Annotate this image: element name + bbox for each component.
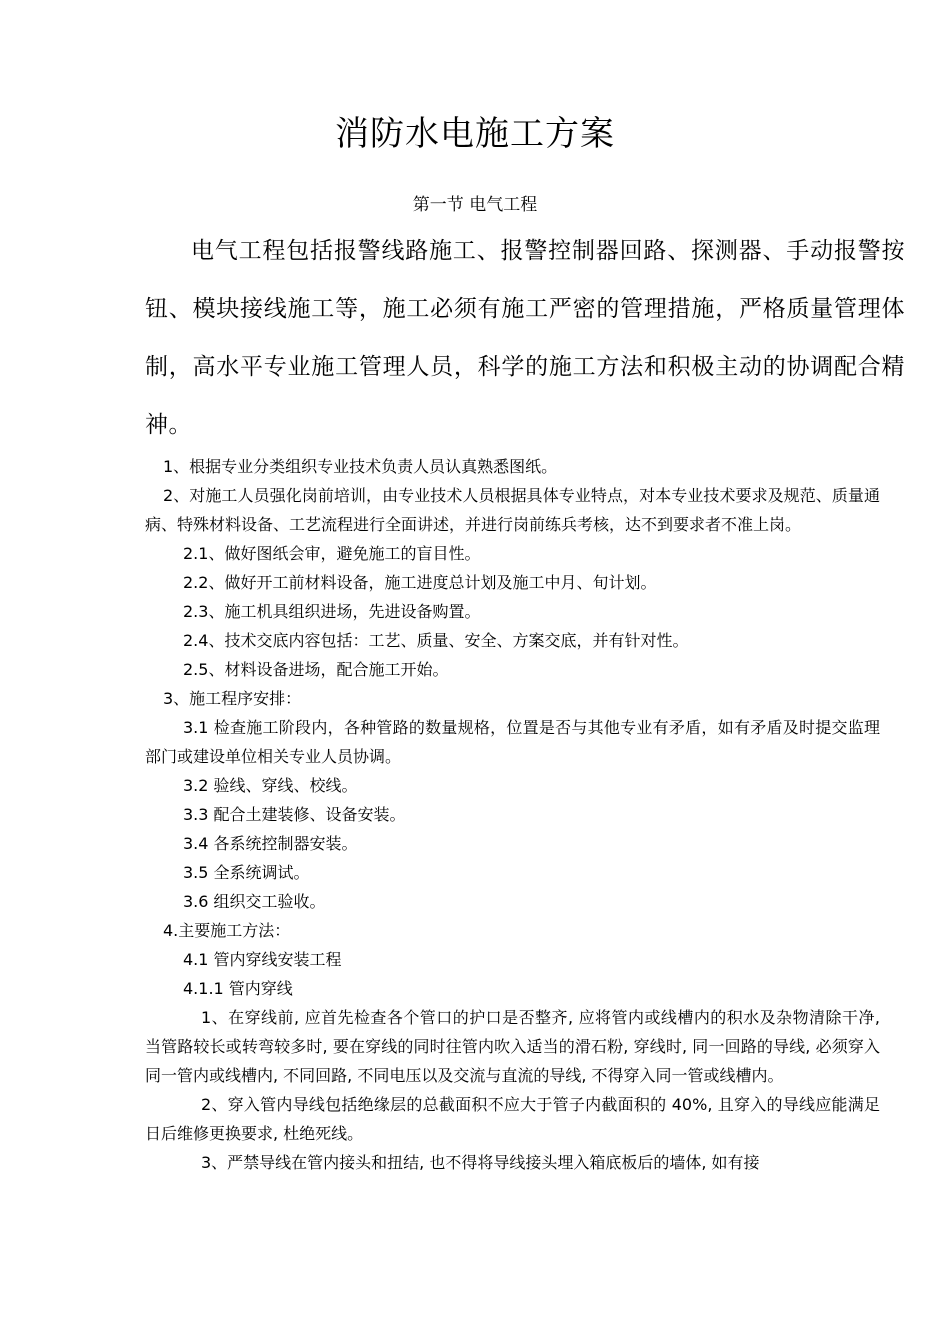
paragraph-wiring-3: 3、严禁导线在管内接头和扭结, 也不得将导线接头埋入箱底板后的墙体, 如有接 xyxy=(201,1153,760,1172)
section-heading: 第一节 电气工程 xyxy=(412,195,538,215)
paragraph-item-3: 3、施工程序安排： xyxy=(163,689,302,708)
paragraph-item-3-6: 3.6 组织交工验收。 xyxy=(183,892,326,911)
document-body xyxy=(145,452,880,1177)
paragraph-item-3-5: 3.5 全系统调试。 xyxy=(183,863,310,882)
paragraph-item-2-5: 2.5、材料设备进场，配合施工开始。 xyxy=(183,660,449,679)
paragraph-item-4-1: 4.1 管内穿线安装工程 xyxy=(183,950,342,969)
paragraph-item-2: 2、对施工人员强化岗前培训，由专业技术人员根据具体专业特点，对本专业技术要求及规范、质量通病、特殊材料设备、工艺流程进行全面讲述，并进行岗前练兵考核，达不到要求者不准上岗。 xyxy=(145,486,880,534)
paragraph-item-4-1-1: 4.1.1 管内穿线 xyxy=(183,979,293,998)
paragraph-item-2-3: 2.3、施工机具组织进场，先进设备购置。 xyxy=(183,602,481,621)
paragraph-item-1: 1、根据专业分类组织专业技术负责人员认真熟悉图纸。 xyxy=(163,457,558,476)
paragraph-item-3-2: 3.2 验线、穿线、校线。 xyxy=(183,776,358,795)
intro-paragraph: 电气工程包括报警线路施工、报警控制器回路、探测器、手动报警按钮、模块接线施工等，施工必须有施工严密的管理措施，严格质量管理体制，高水平专业施工管理人员，科学的施工方法和积极主动的协调配合精神。 xyxy=(145,238,905,438)
paragraph-wiring-1: 1、在穿线前, 应首先检查各个管口的护口是否整齐, 应将管内或线槽内的积水及杂物清除干净, 当管路较长或转弯较多时, 要在穿线的同时往管内吹入适当的滑石粉, 穿线时, 同一回路的导线, 必须穿入同一管内或线槽内, 不同回路, 不同电压以及交流与直流的导线, 不得穿入同一管或线槽内。 xyxy=(145,1008,880,1085)
paragraph-item-2-2: 2.2、做好开工前材料设备，施工进度总计划及施工中月、旬计划。 xyxy=(183,573,657,592)
paragraph-item-3-3: 3.3 配合土建装修、设备安装。 xyxy=(183,805,406,824)
paragraph-wiring-2: 2、穿入管内导线包括绝缘层的总截面积不应大于管子内截面积的 40%, 且穿入的导线应能满足日后维修更换要求, 杜绝死线。 xyxy=(145,1095,880,1143)
paragraph-item-3-1: 3.1 检查施工阶段内，各种管路的数量规格，位置是否与其他专业有矛盾，如有矛盾及时提交监理部门或建设单位相关专业人员协调。 xyxy=(145,718,880,766)
document-title: 消防水电施工方案 xyxy=(335,114,615,154)
paragraph-item-3-4: 3.4 各系统控制器安装。 xyxy=(183,834,358,853)
paragraph-item-2-4: 2.4、技术交底内容包括：工艺、质量、安全、方案交底，并有针对性。 xyxy=(183,631,689,650)
paragraph-item-4: 4.主要施工方法： xyxy=(163,921,291,940)
paragraph-item-2-1: 2.1、做好图纸会审，避免施工的盲目性。 xyxy=(183,544,481,563)
